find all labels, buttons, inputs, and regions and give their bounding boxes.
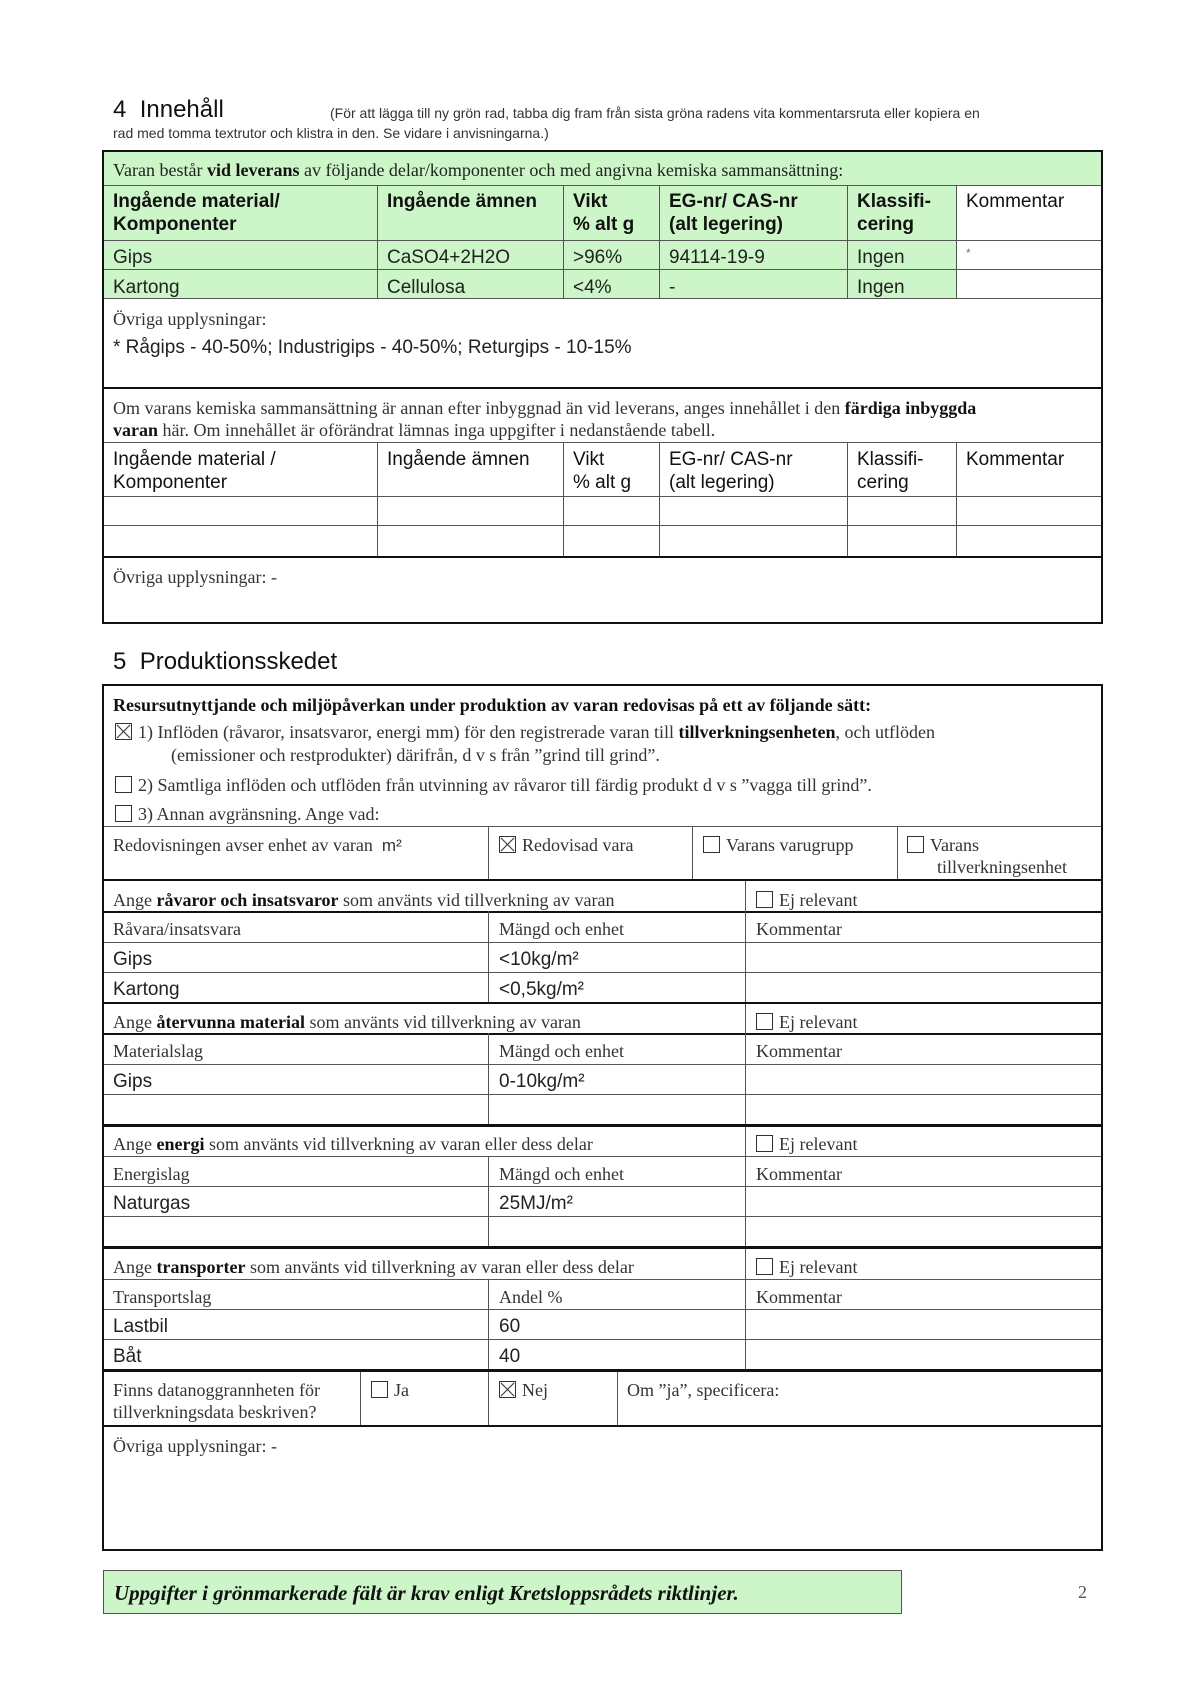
divider bbox=[745, 881, 746, 1002]
cell-classification[interactable]: Ingen bbox=[857, 277, 905, 298]
checkbox-unchecked-icon[interactable] bbox=[756, 1258, 773, 1275]
option-1-cont: (emissioner och restprodukter) därifrån, d v s från ”grind till grind”. bbox=[171, 745, 660, 765]
divider bbox=[104, 879, 1101, 881]
col-header-weight: Vikt % alt g bbox=[573, 449, 632, 493]
divider bbox=[104, 1425, 1101, 1427]
checkbox-unchecked-icon[interactable] bbox=[756, 891, 773, 908]
divider bbox=[104, 1064, 1101, 1065]
not-relevant-option[interactable]: Ej relevant bbox=[756, 889, 857, 911]
checkbox-unchecked-icon[interactable] bbox=[115, 776, 132, 793]
table-title: Ange råvaror och insatsvaror som använts vid tillverkning av varan bbox=[113, 890, 615, 910]
cell-comment[interactable] bbox=[956, 272, 1102, 300]
delivery-intro: Varan består vid leverans av följande delar/komponenter och med angivna kemiska sammansättning: bbox=[113, 160, 844, 180]
table-row[interactable] bbox=[104, 1217, 1101, 1245]
col-header-material: Ingående material/ Komponenter bbox=[113, 191, 280, 235]
cell-transport-type[interactable]: Båt bbox=[113, 1346, 142, 1367]
cell-comment[interactable]: * bbox=[966, 246, 971, 260]
col-header-classification: Klassifi- cering bbox=[857, 449, 924, 493]
divider bbox=[659, 186, 660, 298]
not-relevant-option[interactable]: Ej relevant bbox=[756, 1256, 857, 1278]
divider bbox=[104, 442, 1101, 443]
col-header-substances: Ingående ämnen bbox=[387, 449, 530, 470]
cell-substance[interactable]: CaSO4+2H2O bbox=[387, 247, 511, 268]
divider bbox=[104, 942, 1101, 943]
section-5-heading bbox=[113, 648, 337, 676]
accuracy-no[interactable]: Nej bbox=[499, 1379, 548, 1401]
checkbox-checked-icon[interactable] bbox=[499, 1381, 516, 1398]
divider bbox=[104, 972, 1101, 973]
option-2[interactable]: 2) Samtliga inflöden och utflöden från utvinning av råvaror till färdig produkt d v s ”vagga till grind”. bbox=[115, 774, 872, 796]
col-header-material: Ingående material / Komponenter bbox=[113, 449, 276, 493]
col-header: Kommentar bbox=[756, 919, 842, 939]
table-title: Ange transporter som använts vid tillverkning av varan eller dess delar bbox=[113, 1257, 634, 1277]
divider bbox=[956, 186, 957, 298]
divider bbox=[104, 1002, 1101, 1004]
cell-material[interactable]: Kartong bbox=[113, 979, 180, 1000]
section-4-instruction: (För att lägga till ny grön rad, tabba dig fram från sista gröna radens vita kommentarsruta eller kopiera en bbox=[330, 105, 980, 121]
divider bbox=[745, 1004, 746, 1124]
page-number: 2 bbox=[1078, 1582, 1087, 1602]
divider bbox=[847, 186, 848, 298]
table-title: Ange energi som använts vid tillverkning av varan eller dess delar bbox=[113, 1134, 593, 1154]
col-header: Materialslag bbox=[113, 1041, 203, 1061]
col-header: Transportslag bbox=[113, 1287, 212, 1307]
divider bbox=[104, 1369, 1101, 1372]
col-header-substances: Ingående ämnen bbox=[387, 191, 537, 212]
divider bbox=[488, 1372, 489, 1425]
col-header-comment: Kommentar bbox=[966, 191, 1065, 212]
checkbox-unchecked-icon[interactable] bbox=[907, 836, 924, 853]
cell-weight[interactable]: >96% bbox=[573, 247, 623, 268]
cell-substance[interactable]: Cellulosa bbox=[387, 277, 466, 298]
unit-value[interactable]: m² bbox=[381, 836, 402, 855]
cell-material[interactable]: Kartong bbox=[113, 277, 180, 298]
divider bbox=[897, 826, 898, 879]
choice-product-group[interactable]: Varans varugrupp bbox=[703, 834, 853, 856]
accuracy-yes[interactable]: Ja bbox=[371, 1379, 409, 1401]
divider bbox=[488, 911, 489, 1002]
divider bbox=[104, 826, 1101, 827]
section-title: Produktionsskedet bbox=[139, 648, 338, 675]
section-number: 5 bbox=[113, 648, 127, 675]
divider bbox=[104, 1309, 1101, 1310]
divider bbox=[104, 1186, 1101, 1187]
divider bbox=[377, 442, 378, 556]
cell-material[interactable]: Gips bbox=[113, 247, 153, 268]
divider bbox=[377, 186, 378, 298]
col-header: Mängd och enhet bbox=[499, 1164, 624, 1184]
table-row[interactable] bbox=[104, 497, 1101, 525]
cell-classification[interactable]: Ingen bbox=[857, 247, 905, 268]
table-title: Ange återvunna material som använts vid tillverkning av varan bbox=[113, 1012, 581, 1032]
checkbox-unchecked-icon[interactable] bbox=[115, 805, 132, 822]
section-4-instruction-cont: rad med tomma textrutor och klistra in den. Se vidare i anvisningarna.) bbox=[113, 125, 549, 141]
col-header-cas: EG-nr/ CAS-nr (alt legering) bbox=[669, 191, 798, 235]
other-info-value[interactable]: * Rågips - 40-50%; Industrigips - 40-50%; Returgips - 10-15% bbox=[113, 337, 632, 358]
divider bbox=[104, 1156, 1101, 1157]
cell-amount[interactable]: 25MJ/m² bbox=[499, 1193, 573, 1214]
divider bbox=[104, 1246, 1101, 1249]
divider bbox=[488, 1033, 489, 1124]
checkbox-checked-icon[interactable] bbox=[115, 723, 132, 740]
divider bbox=[104, 269, 1101, 270]
divider bbox=[104, 1279, 1101, 1280]
cell-cas[interactable]: 94114-19-9 bbox=[669, 247, 765, 268]
divider bbox=[488, 1156, 489, 1246]
col-header: Kommentar bbox=[756, 1287, 842, 1307]
checkbox-unchecked-icon[interactable] bbox=[756, 1135, 773, 1152]
col-header-comment: Kommentar bbox=[966, 449, 1065, 470]
divider bbox=[847, 442, 848, 556]
divider bbox=[104, 387, 1101, 389]
other-info-label[interactable]: Övriga upplysningar: - bbox=[113, 1436, 277, 1456]
divider bbox=[360, 1372, 361, 1425]
choice-manufacturing-unit-cont: tillverkningsenhet bbox=[937, 857, 1067, 877]
divider bbox=[488, 1279, 489, 1369]
not-relevant-option[interactable]: Ej relevant bbox=[756, 1011, 857, 1033]
divider bbox=[104, 1339, 1101, 1340]
divider bbox=[745, 1127, 746, 1246]
cell-amount[interactable]: <0,5kg/m² bbox=[499, 979, 585, 1000]
checkbox-checked-icon[interactable] bbox=[499, 836, 516, 853]
col-header: Energislag bbox=[113, 1164, 190, 1184]
divider bbox=[956, 442, 957, 556]
choice-manufacturing-unit[interactable]: Varans bbox=[907, 834, 979, 856]
production-intro: Resursutnyttjande och miljöpåverkan under produktion av varan redovisas på ett av följande sätt: bbox=[113, 695, 872, 715]
divider bbox=[488, 826, 489, 879]
divider bbox=[104, 240, 1101, 241]
choice-reported-product[interactable]: Redovisad vara bbox=[499, 834, 633, 856]
section-4-heading bbox=[113, 96, 224, 124]
divider bbox=[104, 1033, 1101, 1035]
other-info-label: Övriga upplysningar: bbox=[113, 309, 267, 329]
divider bbox=[104, 556, 1101, 558]
requirements-note: Uppgifter i grönmarkerade fält är krav enligt Kretsloppsrådets riktlinjer. bbox=[114, 1581, 739, 1605]
option-1[interactable]: 1) Inflöden (råvaror, insatsvaror, energi mm) för den registrerade varan till tillverkningsenheten, och utflöden bbox=[115, 721, 935, 743]
checkbox-unchecked-icon[interactable] bbox=[371, 1381, 388, 1398]
divider bbox=[563, 186, 564, 298]
col-header: Mängd och enhet bbox=[499, 919, 624, 939]
built-in-intro-cont: varan här. Om innehållet är oförändrat lämnas inga uppgifter i nedanstående tabell. bbox=[113, 420, 716, 440]
not-relevant-option[interactable]: Ej relevant bbox=[756, 1133, 857, 1155]
col-header: Kommentar bbox=[756, 1164, 842, 1184]
divider bbox=[692, 826, 693, 879]
cell-amount[interactable]: 0-10kg/m² bbox=[499, 1071, 585, 1092]
accuracy-specify[interactable]: Om ”ja”, specificera: bbox=[627, 1380, 780, 1400]
section-title: Innehåll bbox=[139, 96, 224, 123]
col-header: Råvara/insatsvara bbox=[113, 919, 241, 939]
divider bbox=[104, 911, 1101, 913]
col-header-classification: Klassifi- cering bbox=[857, 191, 931, 235]
cell-cas[interactable]: - bbox=[669, 277, 676, 298]
cell-share[interactable]: 60 bbox=[499, 1316, 521, 1337]
divider bbox=[745, 1249, 746, 1369]
table-row[interactable] bbox=[104, 1095, 1101, 1123]
col-header: Mängd och enhet bbox=[499, 1041, 624, 1061]
cell-transport-type[interactable]: Lastbil bbox=[113, 1316, 168, 1337]
col-header: Kommentar bbox=[756, 1041, 842, 1061]
cell-weight[interactable]: <4% bbox=[573, 277, 612, 298]
cell-amount[interactable]: <10kg/m² bbox=[499, 949, 579, 970]
col-header-cas: EG-nr/ CAS-nr (alt legering) bbox=[669, 449, 793, 493]
accuracy-question: Finns datanoggrannheten för bbox=[113, 1380, 320, 1400]
divider bbox=[617, 1372, 618, 1425]
requirements-note-box bbox=[103, 1570, 902, 1614]
checkbox-unchecked-icon[interactable] bbox=[756, 1013, 773, 1030]
cell-material[interactable]: Gips bbox=[113, 949, 153, 970]
col-header-weight: Vikt % alt g bbox=[573, 191, 635, 235]
cell-energy-type[interactable]: Naturgas bbox=[113, 1193, 191, 1214]
table-row[interactable] bbox=[104, 526, 1101, 554]
col-header: Andel % bbox=[499, 1287, 563, 1307]
option-3[interactable]: 3) Annan avgränsning. Ange vad: bbox=[115, 803, 379, 825]
section-number: 4 bbox=[113, 96, 127, 123]
cell-material[interactable]: Gips bbox=[113, 1071, 153, 1092]
divider bbox=[563, 442, 564, 556]
cell-share[interactable]: 40 bbox=[499, 1346, 521, 1367]
unit-label: Redovisningen avser enhet av varan m² bbox=[113, 835, 402, 855]
divider bbox=[104, 298, 1101, 299]
checkbox-unchecked-icon[interactable] bbox=[703, 836, 720, 853]
divider bbox=[659, 442, 660, 556]
accuracy-question-cont: tillverkningsdata beskriven? bbox=[113, 1402, 317, 1422]
divider bbox=[104, 1124, 1101, 1127]
built-in-intro: Om varans kemiska sammansättning är annan efter inbyggnad än vid leverans, anges innehållet i den färdiga inbyggda bbox=[113, 398, 977, 418]
other-info-label[interactable]: Övriga upplysningar: - bbox=[113, 567, 277, 587]
